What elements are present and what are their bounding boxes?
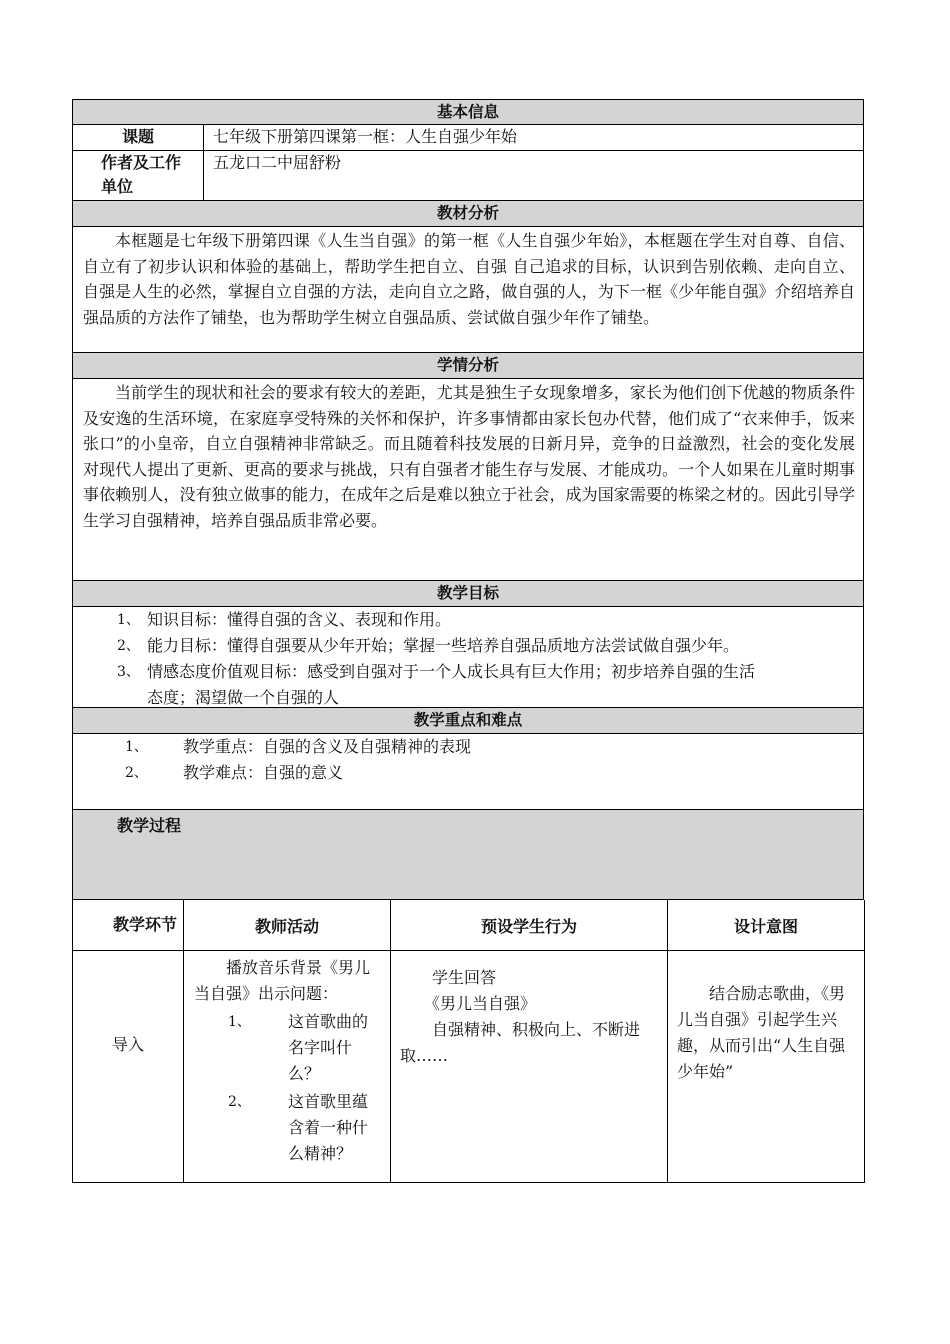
intent-text: 结合励志歌曲，《男儿当自强》引起学生兴趣，从而引出“人生自强少年始” xyxy=(677,984,846,1081)
key-point-num: 1、 xyxy=(125,739,148,755)
key-point-text: 教学重点：自强的含义及自强精神的表现 xyxy=(183,737,472,756)
topic-value: 七年级下册第四课第一框：人生自强少年始 xyxy=(213,127,518,146)
topic-row xyxy=(72,125,864,151)
goal-num: 1、 xyxy=(117,612,140,628)
basic-info-header: 基本信息 xyxy=(72,99,864,125)
key-point-item xyxy=(125,734,863,760)
key-points-header: 教学重点和难点 xyxy=(72,708,864,734)
key-point-item xyxy=(125,760,863,786)
goals-header: 教学目标 xyxy=(72,581,864,607)
teacher-question-text: 这首歌里蕴含着一种什么精神？ xyxy=(288,1092,369,1163)
col-header-student: 预设学生行为 xyxy=(391,900,668,951)
teacher-question-text: 这首歌曲的名字叫什么？ xyxy=(288,1012,369,1083)
teacher-question xyxy=(194,1009,372,1087)
topic-label: 课题 xyxy=(73,125,204,150)
goal-num: 2、 xyxy=(117,638,140,654)
students-text: 当前学生的现状和社会的要求有较大的差距，尤其是独生子女现象增多，家长为他们创下优越的物质条件及安逸的生活环境，在家庭享受特殊的关怀和保护，许多事情都由家长包办代替，他们成了“衣来伸手，饭来张口”的小皇帝，自立自强精神非常缺乏。而且随着科技发展的日新月异，竞争的日益激烈，社会的变化发展对现代人提出了更新、更高的要求与挑战，只有自强者才能生存与发展、才能成功。一个人如果在儿童时期事事依赖别人，没有独立做事的能力，在成年之后是难以独立于社会，成为国家需要的栋梁之材的。因此引导学生学习自强精神，培养自强品质非常必要。 xyxy=(83,383,855,530)
col-header-intent: 设计意图 xyxy=(668,900,865,951)
process-table-header xyxy=(73,900,865,951)
stage-cell xyxy=(73,951,184,1183)
teacher-activity-cell xyxy=(184,951,391,1183)
col-header-stage-text: 教学环节 xyxy=(113,915,178,934)
teacher-question-num: 2、 xyxy=(228,1094,251,1110)
student-line: 自强精神、积极向上、不断进取…… xyxy=(400,1020,641,1065)
textbook-text: 本框题是七年级下册第四课《人生当自强》的第一框《人生自强少年始》，本框题在学生对自尊、自信、自立有了初步认识和体验的基础上，帮助学生把自立、自强 自己追求的目标，认识到告别依赖、走向自立、自强是人生的必然，掌握自立自强的方法，走向自立之路，做自强的人，为下一框《少年能自强》介绍培养自强品质的方法作了铺垫，也为帮助学生树立自强品质、尝试做自强少年作了铺垫。 xyxy=(83,231,855,327)
goal-text-continued: 态度；渴望做一个自强的人 xyxy=(147,688,340,707)
process-header-text: 教学过程 xyxy=(117,816,182,835)
col-header-teacher: 教师活动 xyxy=(184,900,391,951)
author-label xyxy=(73,151,204,200)
student-line: 学生回答 xyxy=(432,968,497,987)
table-row xyxy=(73,951,865,1183)
author-value: 五龙口二中屈舒粉 xyxy=(213,153,342,172)
process-table xyxy=(72,900,865,1183)
student-behavior-cell xyxy=(391,951,668,1183)
key-point-num: 2、 xyxy=(125,765,148,781)
teacher-question-num: 1、 xyxy=(228,1014,251,1030)
goal-text: 能力目标：懂得自强要从少年开始；掌握一些培养自强品质地方法尝试做自强少年。 xyxy=(147,636,740,655)
goal-text: 知识目标：懂得自强的含义、表现和作用。 xyxy=(147,610,452,629)
goal-item xyxy=(117,659,863,685)
stage-text: 导入 xyxy=(111,1035,144,1054)
student-line: 《男儿当自强》 xyxy=(424,994,537,1013)
lesson-plan xyxy=(72,99,864,1183)
goal-text: 情感态度价值观目标：感受到自强对于一个人成长具有巨大作用；初步培养自强的生活 xyxy=(147,662,756,681)
process-header xyxy=(72,810,864,900)
textbook-analysis xyxy=(72,227,864,353)
col-header-stage xyxy=(73,900,184,951)
goals-list xyxy=(72,607,864,708)
design-intent-cell xyxy=(668,951,865,1183)
teacher-intro: 播放音乐背景《男儿当自强》出示问题： xyxy=(194,958,371,1003)
goal-item xyxy=(117,633,863,659)
key-points-list xyxy=(72,734,864,810)
author-label-text: 作者及工作单位 xyxy=(101,153,182,196)
author-row xyxy=(72,151,864,201)
goal-item xyxy=(117,607,863,633)
students-header: 学情分析 xyxy=(72,353,864,379)
textbook-header: 教材分析 xyxy=(72,201,864,227)
teacher-question xyxy=(194,1089,372,1167)
student-analysis xyxy=(72,379,864,581)
key-point-text: 教学难点：自强的意义 xyxy=(183,763,344,782)
goal-num: 3、 xyxy=(117,664,140,680)
